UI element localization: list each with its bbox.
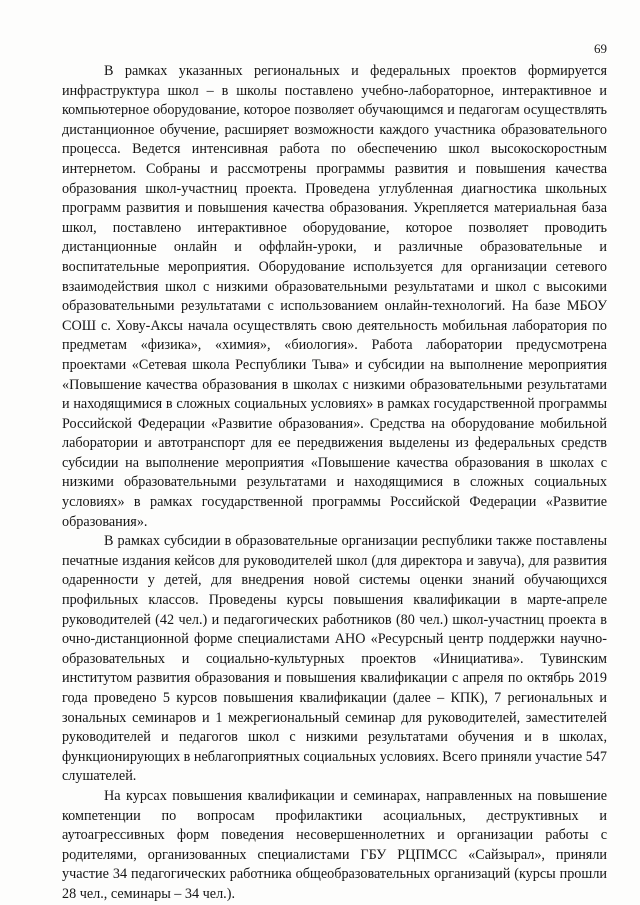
page-number: 69 [594, 41, 607, 56]
document-body [62, 62, 607, 905]
paragraph-subsidy-courses: В рамках субсидии в образовательные организации республики также поставлены печатные издания кейсов для руководителей школ (для директора и завуча), для развития одаренности у детей, для внедрения новой системы оценки знаний обучающихся профильных классов. Проведены курсы повышения квалификации в марте-апреле руководителей (42 чел.) и педагогических работников (80 чел.) школ-участниц проекта в очно-дистанционной форме специалистами АНО «Ресурсный центр поддержки научно-образовательных и социально-культурных проектов «Инициатива». Тувинским институтом развития образования и повышения квалификации с апреля по октябрь 2019 года проведено 5 курсов повышения квалификации (далее – КПК), 7 региональных и зональных семинаров и 1 межрегиональный семинар для руководителей, заместителей руководителей и педагогов школ с низкими результатами обучения и в школах, функционирующих в неблагоприятных социальных условиях. Всего приняли участие 547 слушателей. [62, 533, 607, 785]
paragraph-seminars: На курсах повышения квалификации и семинарах, направленных на повышение компетенции по вопросам профилактики асоциальных, деструктивных и аутоагрессивных форм поведения несовершеннолетних и организации работы с родителями, организованных специалистами ГБУ РЦПМСС «Сайзырал», приняли участие 34 педагогических работника общеобразовательных организаций (курсы прошли 28 чел., семинары – 34 чел.). [62, 787, 607, 902]
paragraph-infrastructure: В рамках указанных региональных и федеральных проектов формируется инфраструктура школ – в школы поставлено учебно-лабораторное, интерактивное и компьютерное оборудование, которое позволяет обучающимся и педагогам осуществлять дистанционное обучение, расширяет возможности каждого участника образовательного процесса. Ведется интенсивная работа по обеспечению школ высокоскоростным интернетом. Собраны и рассмотрены программы развития и повышения качества образования школ-участниц проекта. Проведена углубленная диагностика школьных программ развития и повышения качества образования. Укрепляется материальная база школ, поставлено интерактивное оборудование, которое позволяет проводить дистанционные онлайн и оффлайн-уроки, и различные образовательные и воспитательные мероприятия. Оборудование используется для организации сетевого взаимодействия школ с низкими образовательными результатами и школ с высокими образовательными результатами с использованием онлайн-технологий. На базе МБОУ СОШ с. Хову-Аксы начала осуществлять свою деятельность мобильная лаборатория по предметам «физика», «химия», «биология». Работа лаборатории предусмотрена проектами «Сетевая школа Республики Тыва» и субсидии на выполнение мероприятия «Повышение качества образования в школах с низкими образовательными результатами и находящимися в сложных социальных условиях» в рамках государственной программы Российской Федерации «Развитие образования». Средства на оборудование мобильной лаборатории и автотранспорт для ее передвижения выделены из федеральных средств субсидии на выполнение мероприятия «Повышение качества образования в школах с низкими образовательными результатами и находящимися в сложных социальных условиях» в рамках государственной программы Российской Федерации «Развитие образования». [62, 63, 607, 530]
